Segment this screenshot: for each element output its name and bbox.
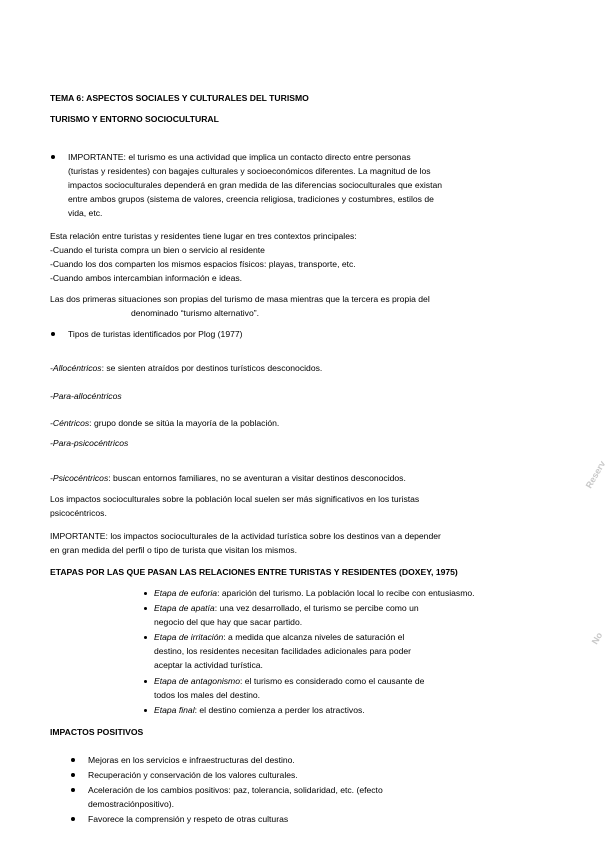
section-heading: IMPACTOS POSITIVOS [50, 727, 144, 737]
list-item: Mejoras en los servicios e infraestructuras del destino. [88, 755, 295, 765]
paragraph-line: IMPORTANTE: los impactos socioculturales de la actividad turística sobre los destinos van a depender [50, 531, 441, 541]
list-item: demostraciónpositivo). [88, 799, 174, 809]
bullet-icon [71, 788, 75, 792]
paragraph-line: IMPORTANTE: el turismo es una actividad que implica un contacto directo entre personas [68, 152, 411, 162]
bullet-icon [144, 680, 147, 683]
stage-line: negocio del que hay que sacar partido. [154, 617, 303, 627]
paragraph-line: Los impactos socioculturales sobre la población local suelen ser más significativos en los turistas [50, 494, 420, 504]
type-line: -Psicocéntricos: buscan entornos familiares, no se aventuran a visitar destinos desconocidos. [50, 473, 406, 483]
bullet-icon [71, 758, 75, 762]
watermark-text: No [589, 630, 605, 646]
paragraph-line: Las dos primeras situaciones son propias del turismo de masa mientras que la tercera es propia del [50, 294, 430, 304]
bullet-icon [71, 773, 75, 777]
paragraph-line: Esta relación entre turistas y residentes tiene lugar en tres contextos principales: [50, 231, 357, 241]
stage-line: Etapa de irritación: a medida que alcanza niveles de saturación el [154, 632, 405, 642]
bullet-icon [144, 636, 147, 639]
paragraph-line: -Cuando ambos intercambian información e ideas. [50, 273, 243, 283]
paragraph-line: vida, etc. [68, 208, 103, 218]
section-heading: ETAPAS POR LAS QUE PASAN LAS RELACIONES ENTRE TURISTAS Y RESIDENTES (DOXEY, 1975) [50, 567, 458, 577]
paragraph-line: impactos socioculturales dependerá en gran medida de las diferencias socioculturales que existan [68, 180, 443, 190]
bullet-icon [144, 592, 147, 595]
paragraph-line: psicocéntricos. [50, 508, 107, 518]
bullet-icon [144, 607, 147, 610]
list-item: Recuperación y conservación de los valores culturales. [88, 770, 298, 780]
document-title: TEMA 6: ASPECTOS SOCIALES Y CULTURALES DEL TURISMO [50, 93, 309, 103]
bullet-icon [51, 332, 55, 336]
stage-line: Etapa final: el destino comienza a perder los atractivos. [154, 705, 365, 715]
bullet-icon [51, 155, 55, 159]
paragraph-line: (turistas y residentes) con bagajes culturales y socioeconómicos diferentes. La magnitud de los [68, 166, 431, 176]
list-item: Aceleración de los cambios positivos: paz, tolerancia, solidaridad, etc. (efecto [88, 785, 383, 795]
stage-line: aceptar la actividad turística. [154, 660, 263, 670]
type-line: -Para-allocéntricos [50, 391, 122, 401]
paragraph-line: -Cuando el turista compra un bien o servicio al residente [50, 245, 265, 255]
stage-line: Etapa de antagonismo: el turismo es considerado como el causante de [154, 676, 425, 686]
bullet-icon [144, 709, 147, 712]
type-line: -Allocéntricos: se sienten atraídos por destinos turísticos desconocidos. [50, 363, 323, 373]
type-line: -Céntricos: grupo donde se sitúa la mayoría de la población. [50, 418, 280, 428]
paragraph-line: entre ambos grupos (sistema de valores, creencia religiosa, tradiciones y costumbres, estilos de [68, 194, 434, 204]
stage-line: Etapa de euforia: aparición del turismo. La población local lo recibe con entusiasmo. [154, 588, 475, 598]
type-line: -Para-psicocéntricos [50, 438, 129, 448]
list-item: Favorece la comprensión y respeto de otras culturas [88, 814, 289, 824]
paragraph-line: en gran medida del perfil o tipo de turista que visitan los mismos. [50, 545, 297, 555]
stage-line: destino, los residentes necesitan facilidades adicionales para poder [154, 646, 412, 656]
stage-line: Etapa de apatía: una vez desarrollado, el turismo se percibe como un [154, 603, 419, 613]
watermark-text: Reserv [583, 458, 608, 490]
paragraph-line: denominado “turismo alternativo”. [131, 308, 260, 318]
bullet-icon [71, 817, 75, 821]
paragraph-line: Tipos de turistas identificados por Plog (1977) [68, 329, 243, 339]
stage-line: todos los males del destino. [154, 690, 261, 700]
paragraph-line: -Cuando los dos comparten los mismos espacios físicos: playas, transporte, etc. [50, 259, 356, 269]
section-heading: TURISMO Y ENTORNO SOCIOCULTURAL [50, 114, 219, 124]
